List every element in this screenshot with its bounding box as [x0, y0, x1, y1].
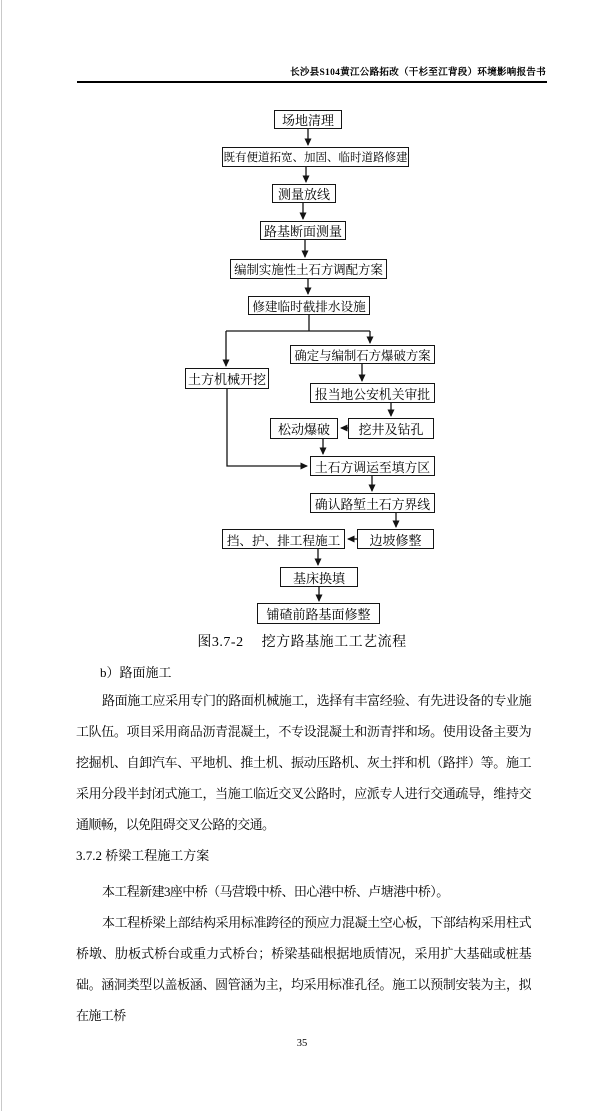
flow-step-retaining-drainage-works: 挡、护、排工程施工: [222, 529, 345, 549]
paragraph-pavement-construction: 路面施工应采用专门的路面机械施工，选择有丰富经验、有先进设备的专业施工队伍。项目采用商品沥青混凝土，不专设混凝土和沥青拌和场。使用设备主要为挖掘机、自卸汽车、平地机、推土机、振动压路机、灰土拌和机（路拌）等。施工采用分段半封闭式施工，当施工临近交叉公路时，应派专人进行交通疏导，维持交通顺畅，以免阻碍交叉公路的交通。: [76, 693, 531, 832]
flow-step-surface-trimming: 铺碴前路基面修整: [257, 603, 380, 624]
flow-step-subgrade-section-survey: 路基断面测量: [260, 221, 346, 240]
page-number: 35: [296, 1038, 308, 1049]
flow-step-haul-to-fill-area: 土石方调运至填方区: [310, 456, 435, 476]
flow-step-access-road-widening: 既有便道拓宽、加固、临时道路修建: [222, 147, 409, 167]
figure-caption-title: 挖方路基施工工艺流程: [261, 635, 407, 650]
section-heading-3-7-2: 3.7.2 桥梁工程施工方案: [76, 848, 210, 863]
flow-step-loosening-blast: 松动爆破: [270, 418, 338, 439]
flow-step-mechanical-excavation: 土方机械开挖: [185, 368, 269, 389]
flow-step-rock-blasting-plan: 确定与编制石方爆破方案: [290, 345, 435, 364]
flow-step-temp-drainage-works: 修建临时截排水设施: [248, 296, 370, 315]
flow-step-police-approval: 报当地公安机关审批: [310, 383, 435, 403]
flow-step-well-and-drilling: 挖井及钻孔: [348, 418, 434, 439]
flow-step-slope-trimming: 边坡修整: [357, 529, 434, 549]
item-b-heading: b）路面施工: [100, 665, 172, 680]
paragraph-bridge-structure: 本工程桥梁上部结构采用标准跨径的预应力混凝土空心板，下部结构采用柱式桥墩、肋板式桥台或重力式桥台；桥梁基础根据地质情况，采用扩大基础或桩基础。涵洞类型以盖板涵、圆管涵为主，均采用标准孔径。施工以预制安装为主，拟在施工桥: [76, 915, 531, 1023]
page-header-title: 长沙县S104黄江公路拓改（干杉至江背段）环境影响报告书: [290, 68, 546, 78]
figure-caption-number: 图3.7-2: [197, 635, 244, 650]
flow-step-bed-replacement-fill: 基床换填: [280, 567, 358, 587]
flow-step-survey-layout: 测量放线: [272, 184, 336, 203]
paragraph-new-bridges: 本工程新建3座中桥（马营塅中桥、田心港中桥、卢塘港中桥）。: [102, 884, 449, 899]
flow-step-confirm-cut-boundary: 确认路堑土石方界线: [310, 493, 435, 513]
flow-step-site-clearing: 场地清理: [274, 110, 342, 129]
flow-step-earthwork-allocation-plan: 编制实施性土石方调配方案: [230, 259, 387, 279]
